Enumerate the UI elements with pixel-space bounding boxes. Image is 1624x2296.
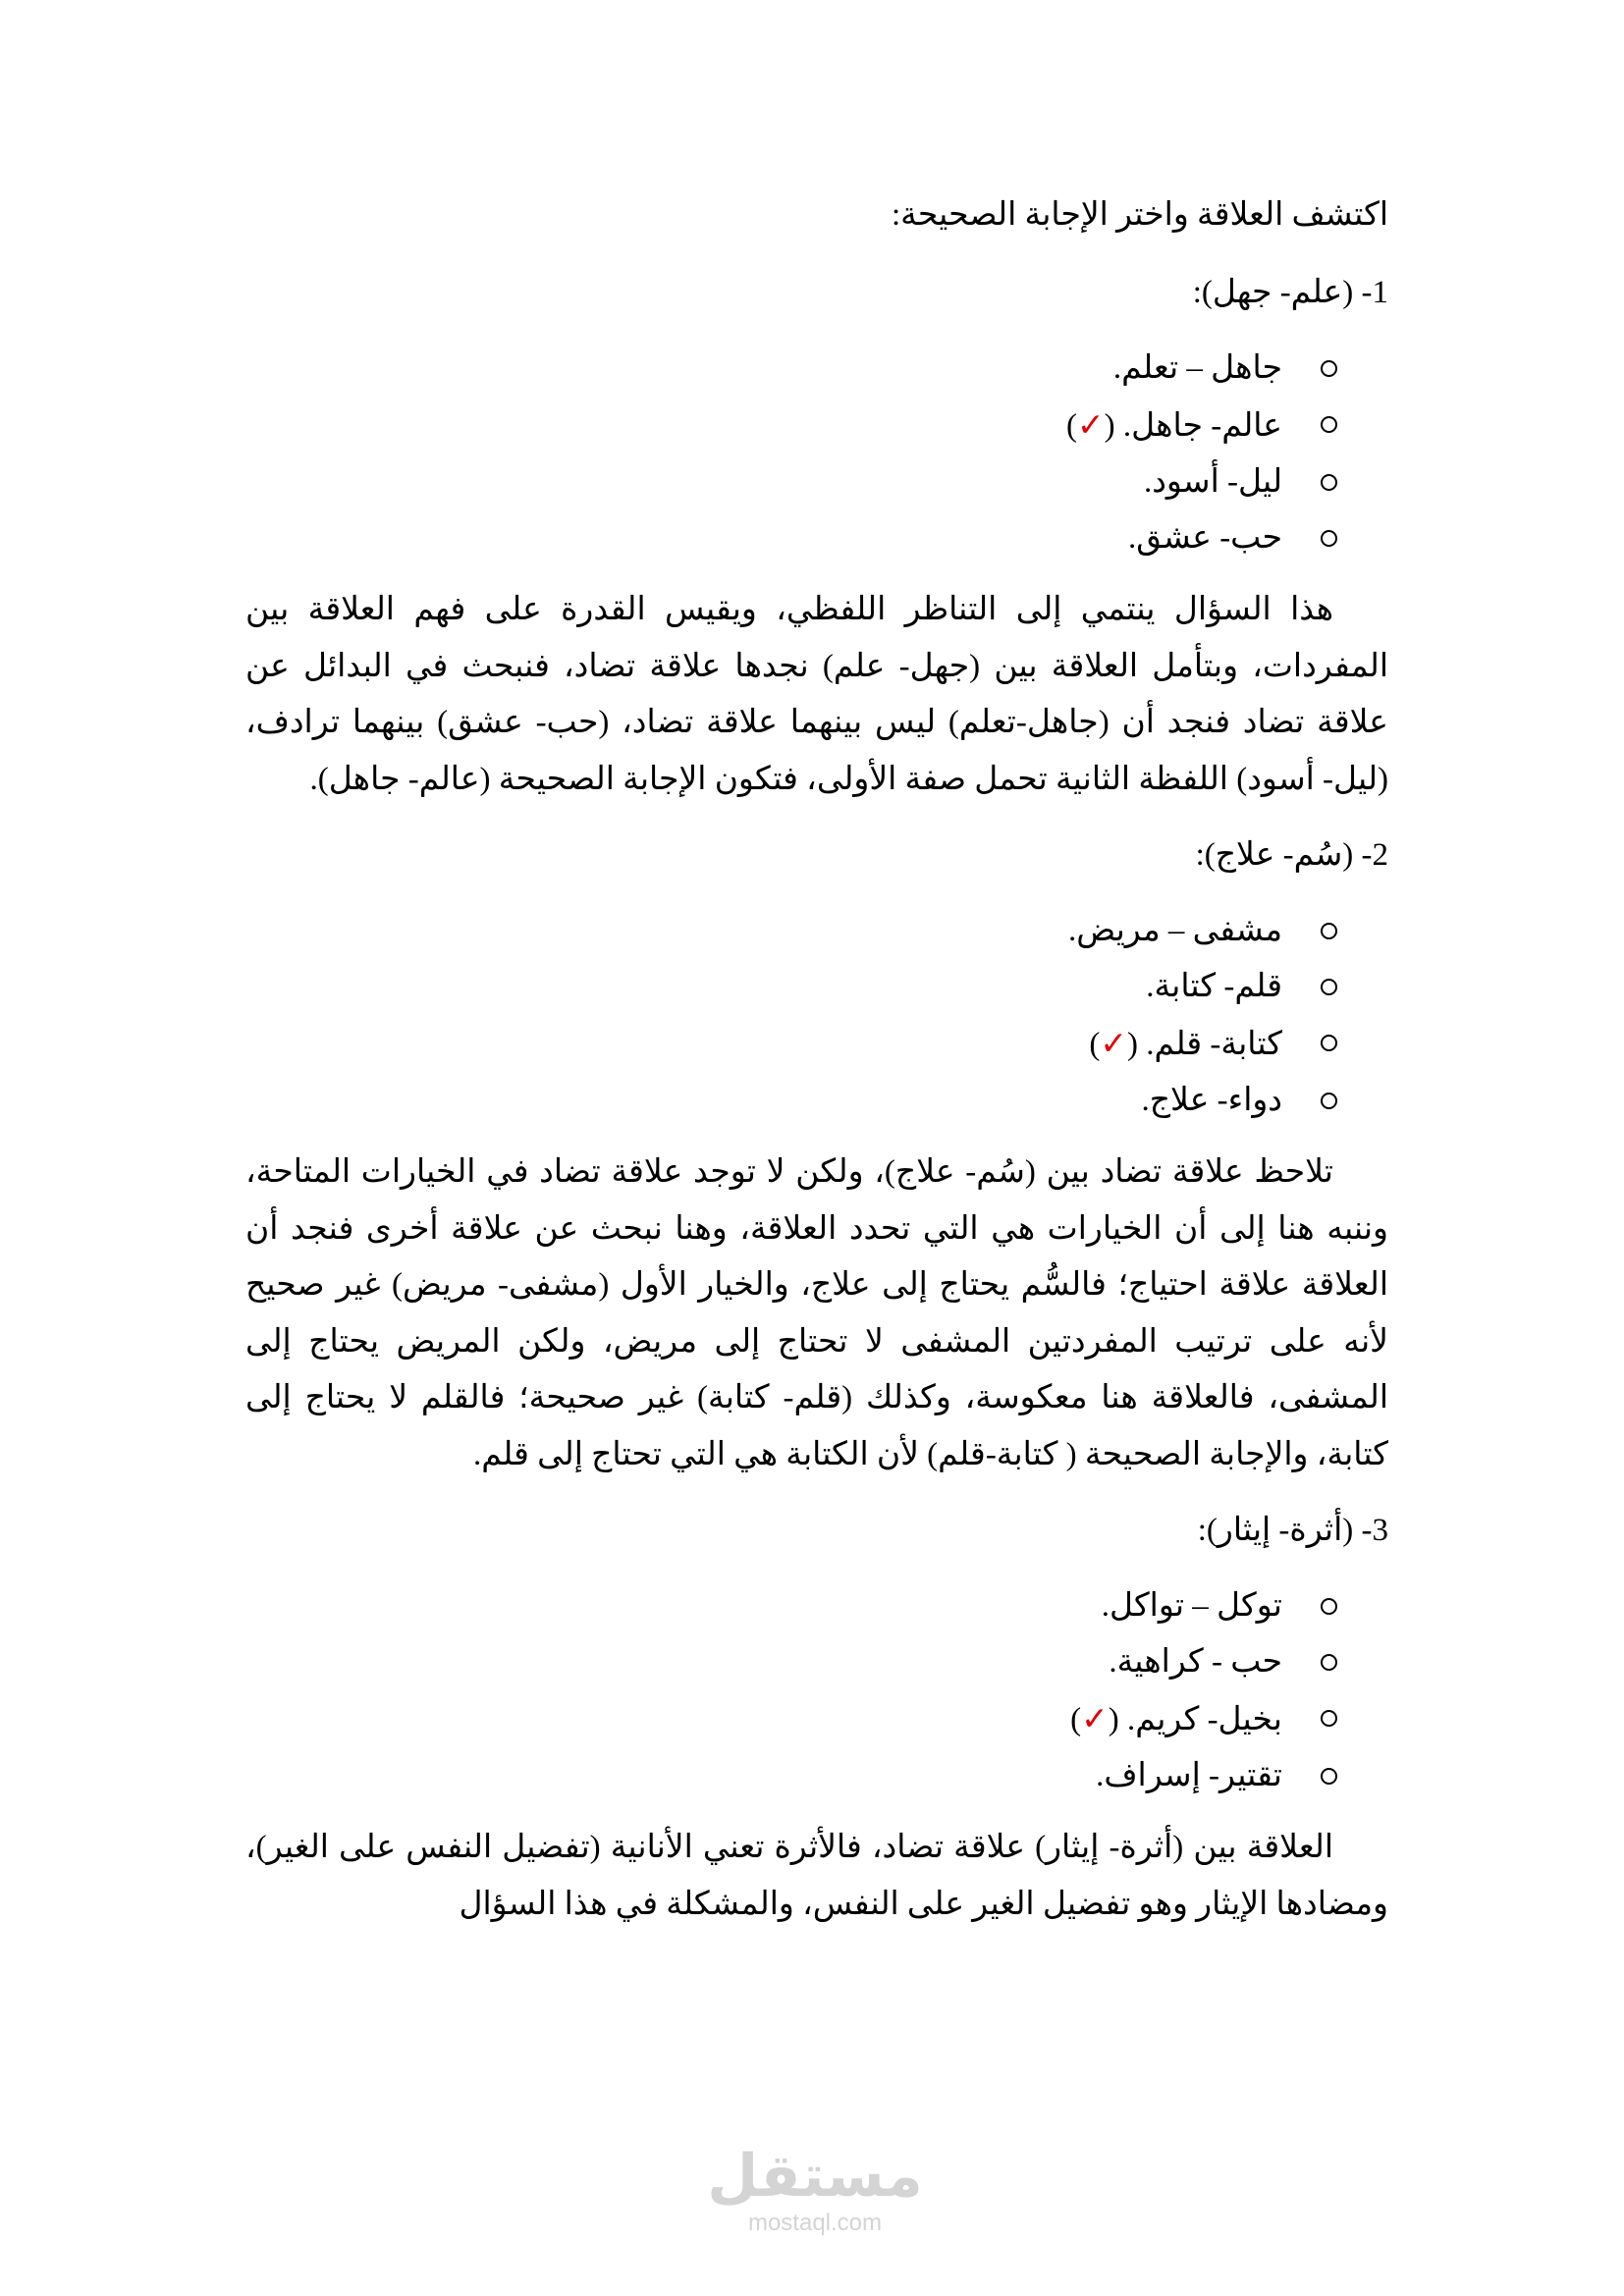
explanation-paragraph: تلاحظ علاقة تضاد بين (سُم- علاج)، ولكن لا توجد علاقة تضاد في الخيارات المتاحة، وننبه هنا إلى أن الخيارات هي التي تحدد العلاقة، وهنا نبحث عن علاقة أخرى فنجد أن العلاقة علاقة احتياج؛ فالسُّم يحتاج إلى علاج، والخيار الأول (مشفى- مريض) غير صحيح لأنه على ترتيب المفردتين المشفى لا تحتاج إلى مريض، ولكن المريض يحتاج إلى المشفى، فالعلاقة هنا معكوسة، وكذلك (قلم- كتابة) غير صحيحة؛ فالقلم لا يحتاج إلى كتابة، والإجابة الصحيحة ( كتابة-قلم) لأن الكتابة هي التي تحتاج إلى قلم. xyxy=(245,1154,1388,1472)
option-item xyxy=(245,1748,1282,1804)
options-list xyxy=(245,903,1388,1129)
explanation-paragraph: العلاقة بين (أثرة- إيثار) علاقة تضاد، فالأثرة تعني الأنانية (تفضيل النفس على الغير)، ومضادها الإيثار وهو تفضيل الغير على النفس، والمشكلة في هذا السؤال xyxy=(245,1830,1388,1922)
option-text: حب- عشق. xyxy=(1128,520,1282,556)
watermark-logo: مستقل xyxy=(707,2142,923,2211)
document-page xyxy=(245,187,1388,1951)
circle-bullet-icon xyxy=(1321,474,1337,491)
option-item-correct xyxy=(245,1015,1282,1073)
option-item xyxy=(245,341,1282,397)
question-title: 2- (سُم- علاج): xyxy=(1195,837,1388,873)
circle-bullet-icon xyxy=(1321,360,1337,377)
question-3 xyxy=(245,1502,1388,1933)
option-text: حب - كراهية. xyxy=(1109,1644,1282,1680)
option-close-paren: ) xyxy=(1070,1702,1082,1737)
option-text: بخيل- كريم. ( xyxy=(1108,1702,1282,1737)
question-1 xyxy=(245,264,1388,808)
option-item xyxy=(245,454,1282,510)
option-item xyxy=(245,510,1282,566)
circle-bullet-icon xyxy=(1321,416,1337,433)
circle-bullet-icon xyxy=(1321,1710,1337,1727)
document-heading: اكتشف العلاقة واختر الإجابة الصحيحة: xyxy=(892,197,1388,233)
watermark-url: mostaql.com xyxy=(747,2210,883,2236)
mostaql-watermark xyxy=(687,2142,943,2236)
option-text: تقتير- إسراف. xyxy=(1096,1758,1282,1793)
option-item xyxy=(245,903,1282,959)
option-text: مشفى – مريض. xyxy=(1067,913,1282,948)
option-item xyxy=(245,1578,1282,1634)
option-item xyxy=(245,1634,1282,1690)
checkmark-icon: ✓ xyxy=(1081,1699,1109,1737)
circle-bullet-icon xyxy=(1321,1093,1337,1109)
options-list xyxy=(245,341,1388,566)
option-close-paren: ) xyxy=(1089,1027,1101,1062)
question-2 xyxy=(245,827,1388,1483)
option-text: كتابة- قلم. ( xyxy=(1127,1027,1282,1062)
question-title: 3- (أثرة- إيثار): xyxy=(1197,1513,1388,1548)
circle-bullet-icon xyxy=(1321,1654,1337,1671)
option-text: جاهل – تعلم. xyxy=(1112,350,1282,386)
option-text: عالم- جاهل. ( xyxy=(1104,408,1282,444)
option-item-correct xyxy=(245,397,1282,454)
option-item-correct xyxy=(245,1690,1282,1748)
option-item xyxy=(245,1073,1282,1129)
option-item xyxy=(245,959,1282,1015)
option-text: ليل- أسود. xyxy=(1143,464,1282,500)
options-list xyxy=(245,1578,1388,1804)
checkmark-icon: ✓ xyxy=(1077,405,1105,444)
checkmark-icon: ✓ xyxy=(1100,1024,1127,1062)
option-close-paren: ) xyxy=(1066,408,1077,444)
explanation-paragraph: هذا السؤال ينتمي إلى التناظر اللفظي، ويقيس القدرة على فهم العلاقة بين المفردات، وبتأمل العلاقة بين (جهل- علم) نجدها علاقة تضاد، فنبحث في البدائل عن علاقة تضاد فنجد أن (جاهل-تعلم) ليس بينهما علاقة تضاد، (حب- عشق) بينهما ترادف، (ليل- أسود) اللفظة الثانية تحمل صفة الأولى، فتكون الإجابة الصحيحة (عالم- جاهل). xyxy=(245,592,1388,797)
circle-bullet-icon xyxy=(1321,923,1337,939)
circle-bullet-icon xyxy=(1321,1035,1337,1051)
option-text: توكل – تواكل. xyxy=(1101,1588,1282,1624)
option-text: قلم- كتابة. xyxy=(1146,969,1282,1004)
circle-bullet-icon xyxy=(1321,1768,1337,1785)
circle-bullet-icon xyxy=(1321,530,1337,547)
option-text: دواء- علاج. xyxy=(1141,1083,1282,1118)
circle-bullet-icon xyxy=(1321,1598,1337,1615)
question-title: 1- (علم- جهل): xyxy=(1192,275,1388,310)
circle-bullet-icon xyxy=(1321,979,1337,995)
